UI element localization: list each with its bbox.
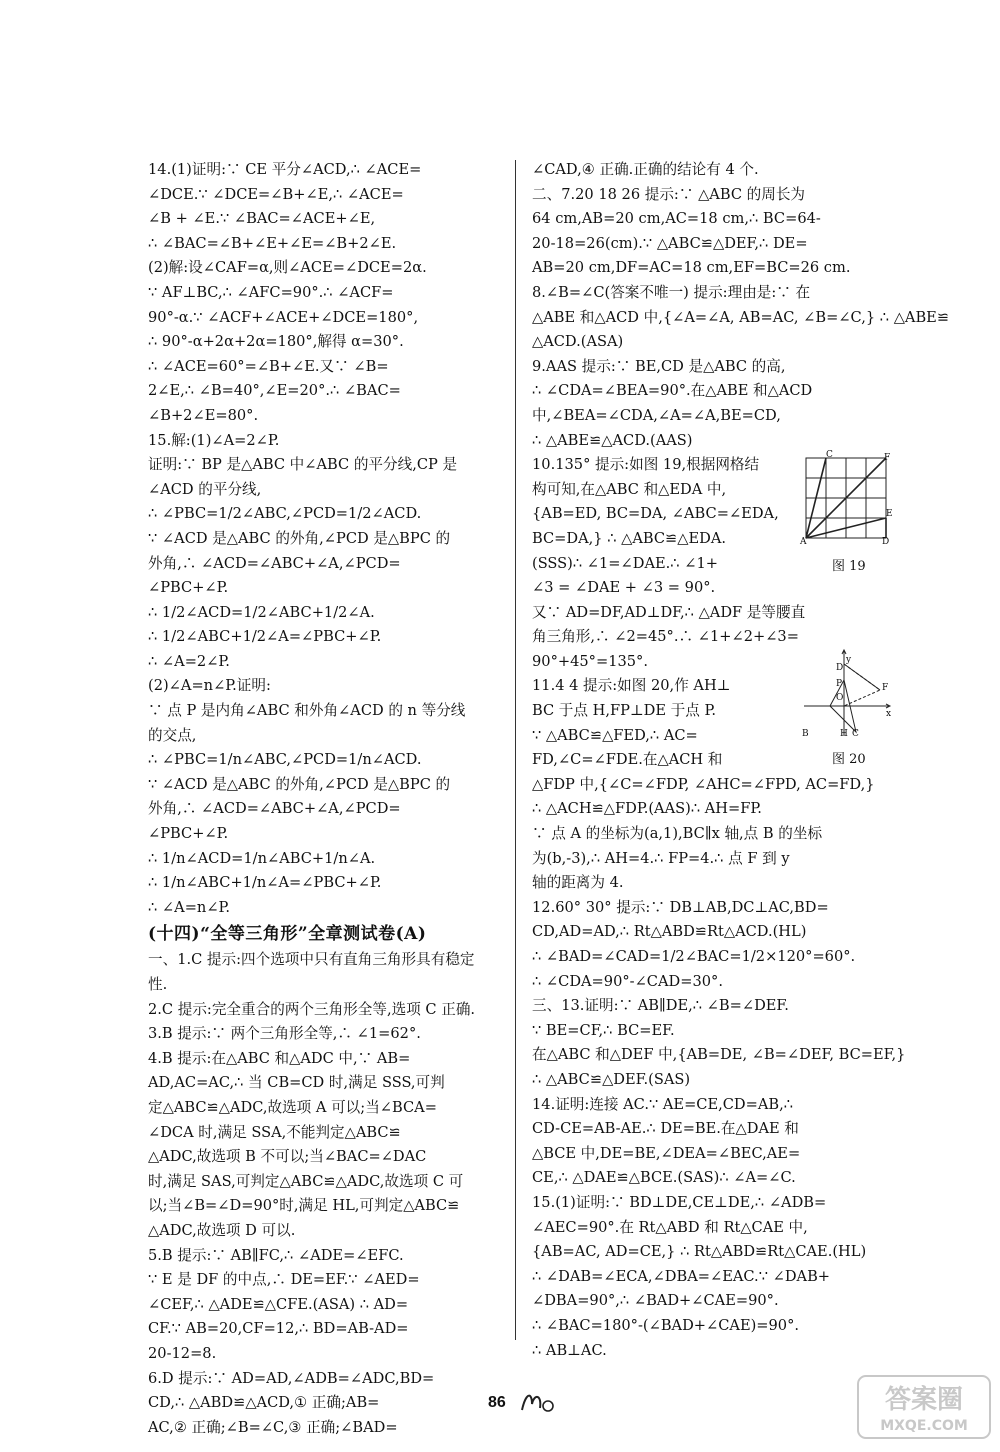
left-column-line: (2)解:设∠CAF=α,则∠ACE=∠DCE=2α. — [148, 259, 427, 277]
right-column-line: △BCE 中,DE=BE,∠DEA=∠BEC,AE= — [532, 1144, 801, 1162]
left-column-line: ∴ 1/2∠ACD=1/2∠ABC+1/2∠A. — [148, 603, 375, 621]
figure-19 — [800, 452, 892, 548]
right-column-line: △ABE 和△ACD 中,{∠A=∠A, AB=AC, ∠B=∠C,} ∴ △ABE≌ — [532, 308, 950, 326]
right-column-line: ∴ ∠CDA=90°-∠CAD=30°. — [532, 972, 723, 990]
left-column-test-line: 20-12=8. — [148, 1344, 217, 1362]
left-column-line: ∴ 1/2∠ABC+1/2∠A=∠PBC+∠P. — [148, 628, 382, 646]
right-column-line: 角三角形,∴ ∠2=45°.∴ ∠1+∠2+∠3= — [532, 628, 799, 646]
svg-text:H: H — [840, 729, 848, 739]
left-column-test-line: ∠CEF,∴ △ADE≌△CFE.(ASA) ∴ AD= — [148, 1295, 409, 1313]
left-column-line: ∵ ∠ACD 是△ABC 的外角,∠PCD 是△BPC 的 — [148, 529, 451, 547]
svg-text:F: F — [884, 453, 891, 463]
svg-text:P: P — [836, 679, 843, 689]
right-column-line: 中,∠BEA=∠CDA,∠A=∠A,BE=CD, — [532, 406, 781, 424]
svg-text:C: C — [826, 450, 833, 460]
figure-20-diagram — [800, 646, 892, 738]
right-column-line: CD,AD=AD,∴ Rt△ABD≌Rt△ACD.(HL) — [532, 923, 807, 941]
figure-19-caption: 图 19 — [832, 559, 866, 574]
figure-20-caption: 图 20 — [832, 752, 866, 767]
svg-text:答案圈: 答案圈 — [884, 1385, 964, 1415]
right-column-line: 又∵ AD=DF,AD⊥DF,∴ △ADF 是等腰直 — [532, 603, 806, 621]
left-column-line: ∴ 90°-α+2α+2α=180°,解得 α=30°. — [148, 333, 404, 351]
right-column-line: 20-18=26(cm).∵ △ABC≌△DEF,∴ DE= — [532, 234, 808, 252]
left-column-line: ∠PBC+∠P. — [148, 825, 229, 843]
left-column-line: 14.(1)证明:∵ CE 平分∠ACD,∴ ∠ACE= — [148, 161, 422, 178]
right-column-line: ∴ △ACH≌△FDP.(AAS)∴ AH=FP. — [532, 800, 762, 818]
left-column-test-line: 一、1.C 提示:四个选项中只有直角三角形具有稳定 — [148, 951, 475, 969]
svg-text:C: C — [852, 729, 859, 739]
section-title: (十四)“全等三角形”全章测试卷(A) — [148, 924, 427, 945]
left-column-line: ∵ 点 P 是内角∠ABC 和外角∠ACD 的 n 等分线 — [148, 702, 466, 720]
left-column-line: ∠B+2∠E=80°. — [148, 406, 259, 424]
right-column-line: ∠3 = ∠DAE + ∠3 = 90°. — [532, 579, 716, 597]
right-column-line: AB=20 cm,DF=AC=18 cm,EF=BC=26 cm. — [532, 259, 851, 277]
right-column-line: △FDP 中,{∠C=∠FDP, ∠AHC=∠FPD, AC=FD,} — [532, 775, 875, 793]
right-column-line: {AB=AC, AD=CE,} ∴ Rt△ABD≌Rt△CAE.(HL) — [532, 1243, 867, 1261]
left-column-line: ∠DCE.∵ ∠DCE=∠B+∠E,∴ ∠ACE= — [148, 185, 404, 203]
right-column-line: 14.证明:连接 AC.∵ AE=CE,CD=AB,∴ — [532, 1095, 794, 1113]
left-column-test-line: 定△ABC≌△ADC,故选项 A 可以;当∠BCA= — [148, 1098, 437, 1116]
right-column-line: ∵ △ABC≌△FED,∴ AC= — [532, 726, 698, 744]
left-column-line: 90°-α.∵ ∠ACF+∠ACE+∠DCE=180°, — [148, 308, 419, 326]
left-column-test-line: 6.D 提示:∵ AD=AD,∠ADB=∠ADC,BD= — [148, 1369, 435, 1387]
right-column-line: 8.∠B=∠C(答案不唯一) 提示:理由是:∵ 在 — [532, 283, 811, 301]
right-column-line: FD,∠C=∠FDE.在△ACH 和 — [532, 751, 723, 769]
left-column-test-line: AD,AC=AC,∴ 当 CB=CD 时,满足 SSS,可判 — [148, 1074, 445, 1092]
svg-text:F: F — [882, 683, 889, 693]
svg-text:y: y — [846, 655, 852, 665]
figure-19-diagram — [800, 450, 893, 547]
left-column-line: ∴ ∠A=2∠P. — [148, 652, 230, 670]
left-column-test-line: CD,∴ △ABD≌△ACD,① 正确;AB= — [148, 1394, 380, 1412]
left-column-line: ∴ ∠A=n∠P. — [148, 898, 231, 916]
left-column-line: ∴ ∠PBC=1/n∠ABC,∠PCD=1/n∠ACD. — [148, 751, 422, 769]
left-column-line: ∠B + ∠E.∵ ∠BAC=∠ACE+∠E, — [148, 210, 376, 228]
right-column-line: ∵ BE=CF,∴ BC=EF. — [532, 1021, 675, 1039]
right-column-line: 为(b,-3),∴ AH=4.∴ FP=4.∴ 点 F 到 y — [532, 849, 790, 867]
footer-ornament — [518, 1386, 558, 1420]
left-column-line: 证明:∵ BP 是△ABC 中∠ABC 的平分线,CP 是 — [148, 456, 458, 474]
left-column-line: (2)∠A=n∠P.证明: — [148, 677, 271, 695]
left-column-line: ∴ ∠PBC=1/2∠ABC,∠PCD=1/2∠ACD. — [148, 505, 422, 523]
right-column-line: 64 cm,AB=20 cm,AC=18 cm,∴ BC=64- — [532, 210, 821, 228]
left-column-test-line: 性. — [148, 976, 168, 993]
right-column-line: 15.(1)证明:∵ BD⊥DE,CE⊥DE,∴ ∠ADB= — [532, 1193, 827, 1211]
left-column-test-line: △ADC,故选项 B 不可以;当∠BAC=∠DAC — [148, 1148, 427, 1166]
figure-20 — [800, 646, 892, 742]
left-column-line: ∵ ∠ACD 是△ABC 的外角,∠PCD 是△BPC 的 — [148, 775, 451, 793]
right-column-line: BC=DA,} ∴ △ABC≌△EDA. — [532, 529, 727, 547]
right-column-line: ∴ ∠BAD=∠CAD=1/2∠BAC=1/2×120°=60°. — [532, 948, 856, 965]
right-column-line: ∴ ∠BAC=180°-(∠BAD+∠CAE)=90°. — [532, 1316, 800, 1334]
page-number: 86 — [488, 1394, 506, 1411]
left-column-line: 外角,∴ ∠ACD=∠ABC+∠A,∠PCD= — [148, 554, 401, 572]
right-column-line: ∴ ∠CDA=∠BEA=90°.在△ABE 和△ACD — [532, 382, 813, 400]
right-column-line: 二、7.20 18 26 提示:∵ △ABC 的周长为 — [532, 185, 806, 203]
svg-text:MXQE.COM: MXQE.COM — [880, 1418, 968, 1434]
left-column-line: 2∠E,∴ ∠B=40°,∠E=20°.∴ ∠BAC= — [148, 382, 401, 400]
left-column-line: ∠PBC+∠P. — [148, 579, 229, 597]
column-divider — [515, 160, 516, 1340]
left-column-line: 15.解:(1)∠A=2∠P. — [148, 431, 280, 449]
left-column-line: 外角,∴ ∠ACD=∠ABC+∠A,∠PCD= — [148, 800, 401, 818]
left-column-line: ∴ 1/n∠ABC+1/n∠A=∠PBC+∠P. — [148, 874, 382, 892]
left-column-test-line: 3.B 提示:∵ 两个三角形全等,∴ ∠1=62°. — [148, 1025, 421, 1043]
right-column-line: CD-CE=AB-AE.∴ DE=BE.在△DAE 和 — [532, 1120, 799, 1138]
right-column-line: 90°+45°=135°. — [532, 652, 648, 670]
right-column-line: 12.60° 30° 提示:∵ DB⊥AB,DC⊥AC,BD= — [532, 898, 829, 916]
right-column-line: ∴ ∠DAB=∠ECA,∠DBA=∠EAC.∵ ∠DAB+ — [532, 1267, 831, 1285]
left-column-line: ∴ ∠BAC=∠B+∠E+∠E=∠B+2∠E. — [148, 234, 397, 252]
left-column-test-line: 2.C 提示:完全重合的两个三角形全等,选项 C 正确. — [148, 1000, 476, 1018]
watermark-logo — [854, 1372, 994, 1446]
right-column-line: ∴ AB⊥AC. — [532, 1341, 607, 1359]
left-column-test-line: AC,② 正确;∠B=∠C,③ 正确;∠BAD= — [148, 1418, 398, 1436]
right-column-line: ∴ △ABE≌△ACD.(AAS) — [532, 431, 693, 449]
right-column-line: 在△ABC 和△DEF 中,{AB=DE, ∠B=∠DEF, BC=EF,} — [532, 1046, 906, 1064]
left-column-test-line: 以;当∠B=∠D=90°时,满足 HL,可判定△ABC≌ — [148, 1197, 460, 1215]
right-column-line: ∠AEC=90°.在 Rt△ABD 和 Rt△CAE 中, — [532, 1218, 808, 1236]
left-column-test-line: △ADC,故选项 D 可以. — [148, 1221, 296, 1239]
right-column-line: 11.4 4 提示:如图 20,作 AH⊥ — [532, 677, 731, 695]
left-column-test-line: ∠DCA 时,满足 SSA,不能判定△ABC≌ — [148, 1123, 401, 1141]
left-column-test-line: 5.B 提示:∵ AB∥FC,∴ ∠ADE=∠EFC. — [148, 1246, 404, 1264]
svg-text:A: A — [800, 537, 807, 547]
right-column-line: 10.135° 提示:如图 19,根据网格结 — [532, 456, 760, 474]
right-column-line: {AB=ED, BC=DA, ∠ABC=∠EDA, — [532, 505, 779, 523]
right-column-line: 构可知,在△ABC 和△EDA 中, — [532, 480, 727, 498]
left-column-test-line: 4.B 提示:在△ABC 和△ADC 中,∵ AB= — [148, 1049, 411, 1067]
svg-text:D: D — [836, 663, 844, 673]
right-column-line: △ACD.(ASA) — [532, 333, 624, 351]
svg-text:D: D — [882, 537, 890, 547]
right-column-line: BC 于点 H,FP⊥DE 于点 P. — [532, 702, 716, 720]
left-column-line: 的交点, — [148, 726, 197, 744]
svg-text:B: B — [802, 729, 809, 739]
right-column-line: CE,∴ △DAE≌△BCE.(SAS)∴ ∠A=∠C. — [532, 1169, 796, 1187]
right-column-line: 9.AAS 提示:∵ BE,CD 是△ABC 的高, — [532, 357, 786, 375]
right-column-line: 三、13.证明:∵ AB∥DE,∴ ∠B=∠DEF. — [532, 997, 789, 1015]
right-column-line: ∠CAD,④ 正确.正确的结论有 4 个. — [532, 161, 759, 178]
right-column-line: 轴的距离为 4. — [532, 874, 624, 892]
left-column-line: ∴ ∠ACE=60°=∠B+∠E.又∵ ∠B= — [148, 357, 389, 375]
left-column-line: ∴ 1/n∠ACD=1/n∠ABC+1/n∠A. — [148, 849, 376, 867]
right-column-line: (SSS)∴ ∠1=∠DAE.∴ ∠1+ — [532, 554, 718, 572]
right-column-line: ∵ 点 A 的坐标为(a,1),BC∥x 轴,点 B 的坐标 — [532, 825, 823, 843]
left-column — [148, 158, 496, 1440]
left-column-test-line: 时,满足 SAS,可判定△ABC≌△ADC,故选项 C 可 — [148, 1172, 464, 1190]
left-column-test-line: CF.∵ AB=20,CF=12,∴ BD=AB-AD= — [148, 1320, 409, 1338]
left-column-line: ∵ AF⊥BC,∴ ∠AFC=90°.∴ ∠ACF= — [148, 283, 394, 301]
left-column-test-line: ∵ E 是 DF 的中点,∴ DE=EF.∵ ∠AED= — [148, 1271, 420, 1289]
svg-text:E: E — [886, 509, 893, 519]
svg-text:O: O — [836, 693, 844, 703]
right-column-line: ∠DBA=90°,∴ ∠BAD+∠CAE=90°. — [532, 1292, 779, 1310]
left-column-line: ∠ACD 的平分线, — [148, 480, 262, 498]
right-column-line: ∴ △ABC≌△DEF.(SAS) — [532, 1070, 691, 1088]
svg-text:x: x — [886, 709, 892, 719]
